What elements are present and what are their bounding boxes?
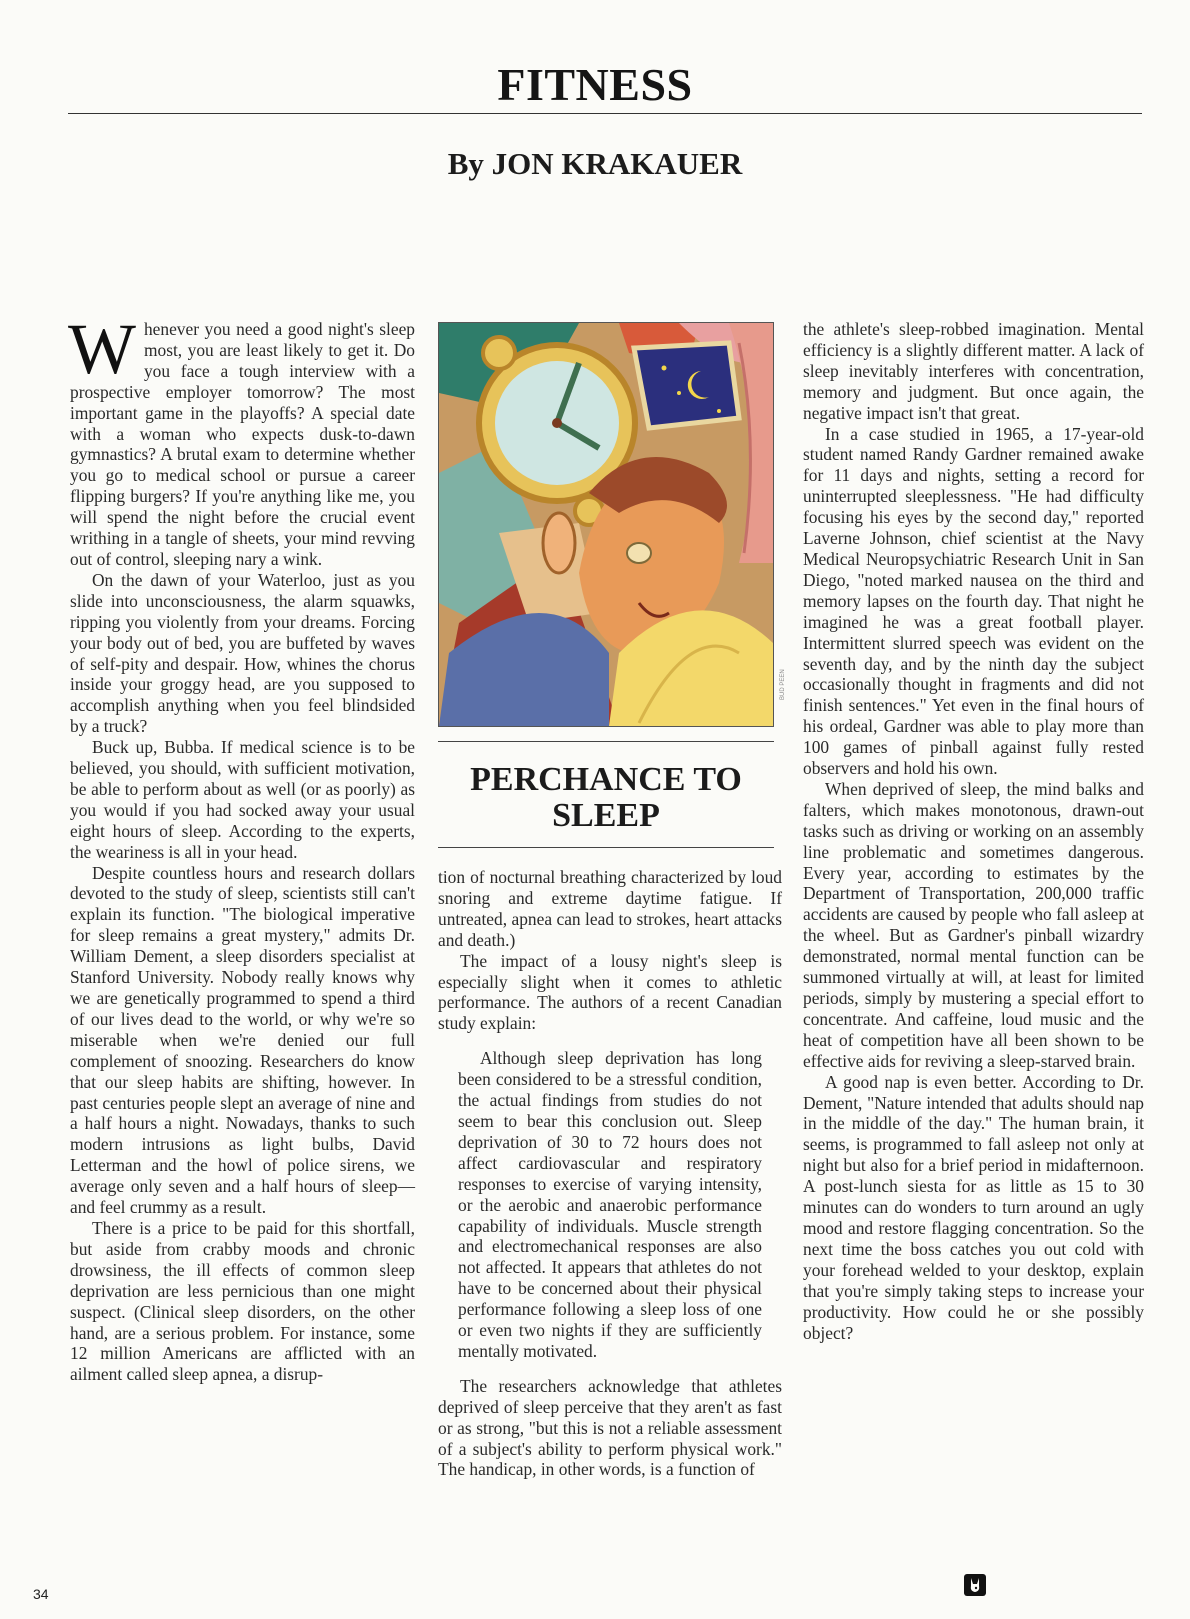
illustration-artwork [439, 323, 773, 726]
paragraph: Buck up, Bubba. If medical science is to be believed, you should, with sufficient motivation, be able to perform about as well (or as poorly) as you would if you had socked away your usual eight hours of sleep. According to the experts, the weariness is all in your head. [70, 737, 415, 862]
illustration-credit: BUD PEEN [780, 669, 786, 700]
header-rule [68, 113, 1142, 114]
article-column-1 [68, 309, 415, 1385]
paragraph: the athlete's sleep-robbed imagination. Mental efficiency is a slightly different matter. A lack of sleep inevitably interferes with concentration, memory and judgment. But once again, the negative impact isn't that great. [803, 319, 1144, 423]
article-column-3 [803, 319, 1144, 1343]
paragraph: The impact of a lousy night's sleep is especially slight when it comes to athletic performance. The authors of a recent Canadian study explain: [438, 950, 782, 1034]
quote-text: Although sleep deprivation has long been considered to be a stressful condition, the actual findings from studies do not seem to bear this conclusion out. Sleep deprivation of 30 to 72 hours does not affect cardiovascular and respiratory responses to exercise of varying intensity, or the aerobic and anaerobic performance capability of individuals. Muscle strength and electromechanical responses are also not affected. It appears that athletes do not have to be concerned about their physical performance following a sleep loss of one or even two nights if they are sufficiently mentally motivated. [458, 1048, 762, 1361]
byline: By JON KRAKAUER [447, 146, 743, 181]
section-title: FITNESS [497, 59, 693, 110]
paragraph: On the dawn of your Waterloo, just as you slide into unconsciousness, the alarm squawks, ripping you violently from your dreams. Forcing your body out of bed, you are buffeted by waves of self-pity and despair. How, whines the chorus inside your groggy head, are you supposed to accomplish anything when you feel blindsided by a truck? [70, 569, 415, 737]
article-headline: PERCHANCE TO SLEEP [470, 761, 742, 834]
block-quote [458, 1048, 762, 1362]
paragraph: Despite countless hours and research dollars devoted to the study of sleep, scientists still can't explain its function. "The biological imperative for sleep remains a great mystery," admits Dr. William Dement, a sleep disorders specialist at Stanford University. Nobody really knows why we are genetically programmed to spend a third of our lives dead to the world, or why we're so miserable when we're denied our full complement of snoozing. Researchers do know that our sleep habits are shifting, however. In past centuries people slept an average of nine and a half hours a night. Nowadays, thanks to such modern intrusions as light bulbs, David Letterman and the howl of police sirens, we average only seven and a half hours of sleep—and feel crummy as a result. [70, 862, 415, 1218]
end-mark-rabbit-icon [964, 1574, 986, 1596]
paragraph: There is a price to be paid for this shortfall, but aside from crabby moods and chronic drowsiness, the ill effects of common sleep deprivation are less pernicious than one might suspect. (Clinical sleep disorders, on the other hand, are a serious problem. For instance, some 12 million Americans are afflicted with an ailment called sleep apnea, a disrup- [70, 1217, 415, 1385]
paragraph: When deprived of sleep, the mind balks and falters, which makes monotonous, drawn-out tasks such as driving or working on an assembly line problematic and sometimes dangerous. Every year, according to estimates by the Department of Transportation, 200,000 traffic accidents are caused by people who fall asleep at the wheel. But as Gardner's pinball wizardry demonstrated, normal mental function can be summoned virtually at will, at least for limited periods, simply by mustering a special effort to concentrate. And caffeine, loud music and the heat of competition have all been shown to be effective aids for reviving a sleep-starved brain. [803, 778, 1144, 1071]
paragraph: Whenever you need a good night's sleep most, you are least likely to get it. Do you face a tough interview with a prospective employer tomorrow? The most important game in the playoffs? A special date with a woman who expects dusk-to-dawn gymnastics? A brutal exam to determine whether you go to medical school or pursue a career flipping burgers? If you're anything like me, you will spend the night before the crucial event writhing in a tangle of sheets, your mind revving out of control, sleeping nary a wink. [68, 309, 415, 569]
paragraph: tion of nocturnal breathing characterized by loud snoring and extreme daytime fatigue. If untreated, apnea can lead to strokes, heart attacks and death.) [438, 867, 782, 950]
article-column-2 [438, 867, 782, 1480]
sleep-illustration [438, 322, 774, 727]
drop-cap: W [68, 309, 136, 389]
paragraph: In a case studied in 1965, a 17-year-old student named Randy Gardner remained awake for 11 days and nights, setting a record for uninterrupted sleeplessness. "He had difficulty focusing his eyes by the second day," reported Laverne Johnson, chief scientist at the Navy Medical Neuropsychiatric Research Unit in San Diego, "noted marked nausea on the third and memory lapses on the fourth day. That night he imagined he was a great football player. Intermittent slurred speech was evident on the seventh day, and by the ninth day the subject occasionally thought in fragments and did not finish sentences." Yet even in the final hours of his ordeal, Gardner was able to play more than 100 games of pinball against fully rested observers and hold his own. [803, 423, 1144, 779]
page-number: 34 [33, 1586, 49, 1602]
paragraph: The researchers acknowledge that athletes deprived of sleep perceive that they aren't as fast or as strong, "but this is not a reliable assessment of a subject's ability to perform physical work." The handicap, in other words, is a function of [438, 1375, 782, 1480]
paragraph: A good nap is even better. According to Dr. Dement, "Nature intended that adults should nap in the middle of the day." The human brain, it seems, is programmed to fall asleep not only at night but also for a brief period in midafternoon. A post-lunch siesta for as little as 15 to 30 minutes can do wonders to turn around an ugly mood and restore flagging concentration. So the next time the boss catches you out cold with your forehead welded to your desktop, explain that you're simply taking steps to increase your productivity. How could he or she possibly object? [803, 1071, 1144, 1343]
headline-bottom-rule [438, 847, 774, 848]
headline-top-rule [438, 741, 774, 742]
